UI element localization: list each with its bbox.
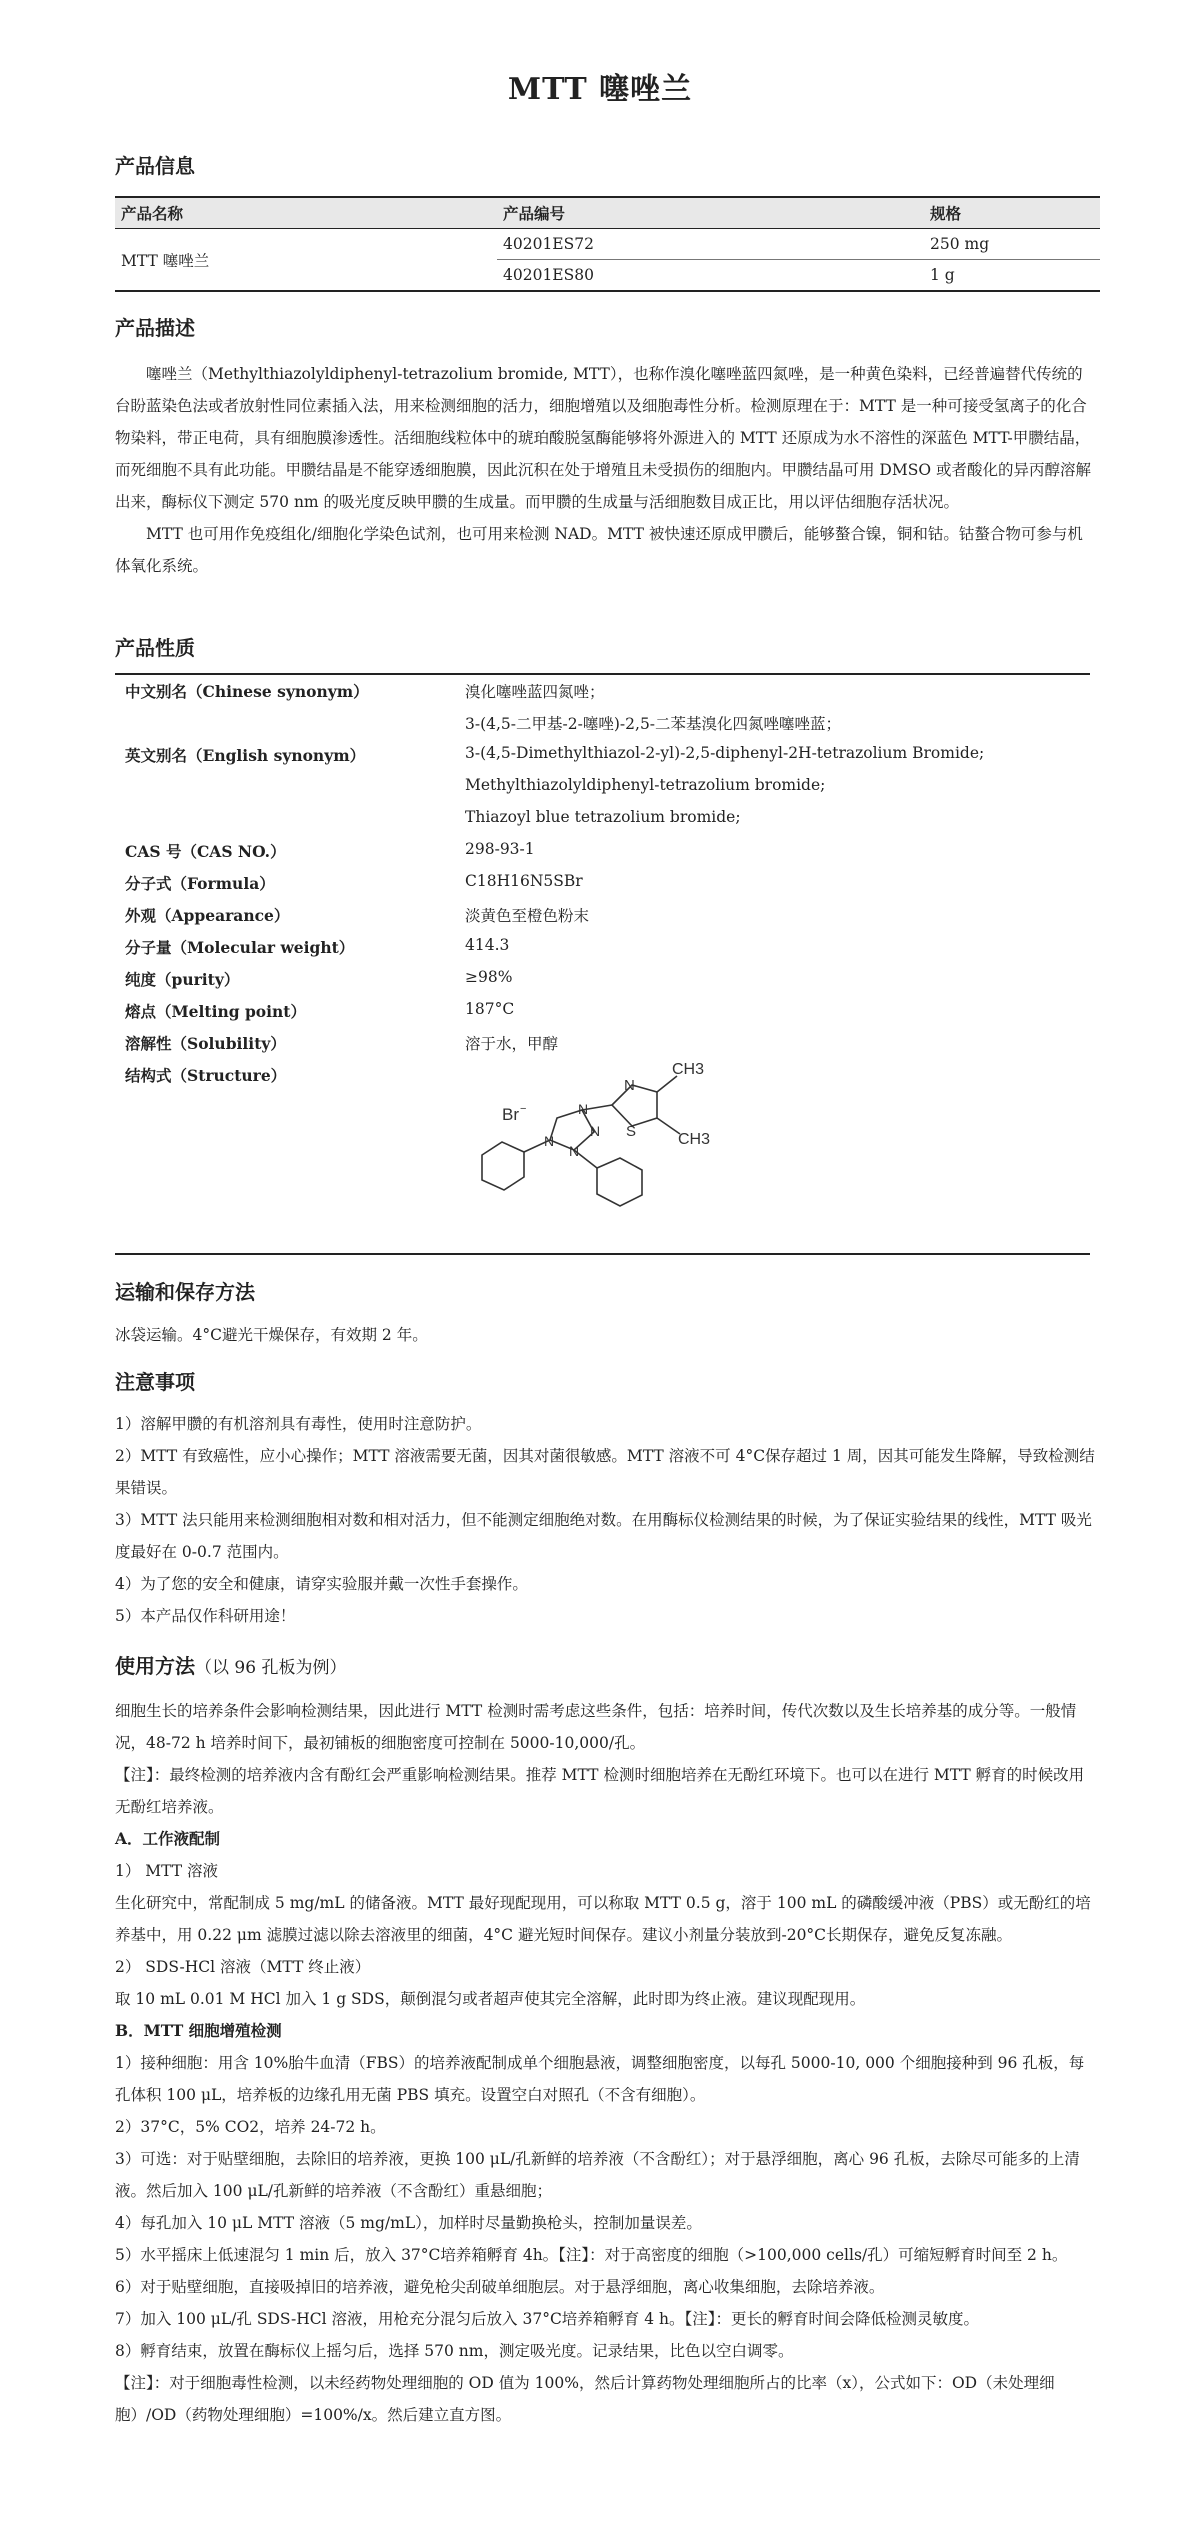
- table-row: [115, 229, 1100, 260]
- a2-text: 取 10 mL 0.01 M HCl 加入 1 g SDS，颠倒混匀或者超声使其完全溶解，此时即为终止液。建议现配现用。: [115, 1990, 866, 2008]
- product-name-cell: MTT 噻唑兰: [115, 229, 497, 292]
- property-value: Thiazoyl blue tetrazolium bromide;: [465, 808, 741, 826]
- notes-list: [115, 1408, 1095, 1632]
- section-b-title: B．MTT 细胞增殖检测: [115, 2021, 282, 2040]
- property-label: 中文别名（Chinese synonym）: [125, 682, 369, 701]
- thiazole-n-label: N: [624, 1077, 635, 1094]
- description-body: [115, 358, 1093, 582]
- property-label: 分子量（Molecular weight）: [125, 938, 355, 957]
- property-value: ≥98%: [465, 968, 513, 986]
- methyl-label-right: CH3: [678, 1131, 711, 1148]
- description-heading: 产品描述: [115, 316, 195, 340]
- product-spec-cell: 1 g: [924, 260, 1100, 292]
- property-label: 溶解性（Solubility）: [125, 1034, 286, 1053]
- list-item: 2）MTT 有致癌性，应小心操作；MTT 溶液需要无菌，因其对菌很敏感。MTT 溶液不可 4°C保存超过 1 周，因其可能发生降解，导致检测结果错误。: [115, 1447, 1095, 1497]
- properties-top-rule: [115, 673, 1090, 675]
- mtt-structure-diagram: [462, 1060, 732, 1245]
- property-label: 分子式（Formula）: [125, 874, 275, 893]
- property-label: 熔点（Melting point）: [125, 1002, 306, 1021]
- list-item: 1）溶解甲臜的有机溶剂具有毒性，使用时注意防护。: [115, 1415, 482, 1433]
- list-item: 4）每孔加入 10 μL MTT 溶液（5 mg/mL），加样时尽量勤换枪头，控制加量误差。: [115, 2214, 702, 2232]
- property-value: 淡黄色至橙色粉末: [465, 907, 590, 925]
- product-info-heading: 产品信息: [115, 154, 195, 178]
- a2-title: 2） SDS-HCl 溶液（MTT 终止液）: [115, 1958, 371, 1976]
- property-value: 414.3: [465, 936, 510, 954]
- property-value: 溶于水，甲醇: [465, 1035, 559, 1053]
- list-item: 6）对于贴壁细胞，直接吸掉旧的培养液，避免枪尖刮破单细胞层。对于悬浮细胞，离心收集细胞，去除培养液。: [115, 2278, 885, 2296]
- phenyl-ring-left: [482, 1142, 524, 1190]
- usage-heading: [115, 1650, 346, 1679]
- property-label: 外观（Appearance）: [125, 906, 290, 925]
- list-item: 5）水平摇床上低速混匀 1 min 后，放入 37°C培养箱孵育 4h。【注】：对于高密度的细胞（>100,000 cells/孔）可缩短孵育时间至 2 h。: [115, 2246, 1068, 2264]
- header-spec: 规格: [924, 197, 1100, 229]
- usage-note: 【注】：最终检测的培养液内含有酚红会严重影响检测结果。推荐 MTT 检测时细胞培养在无酚红环境下。也可以在进行 MTT 孵育的时候改用无酚红培养液。: [115, 1766, 1085, 1816]
- methyl-label-top: CH3: [672, 1061, 705, 1078]
- list-item: 1）接种细胞：用含 10%胎牛血清（FBS）的培养液配制成单个细胞悬液，调整细胞密度，以每孔 5000-10, 000 个细胞接种到 96 孔板，每孔体积 100 μL，培养板的边缘孔用无菌 PBS 填充。设置空白对照孔（不含有细胞）。: [115, 2054, 1085, 2104]
- property-label: CAS 号（CAS NO.）: [125, 842, 286, 861]
- tetrazole-n-label: N: [578, 1101, 589, 1117]
- usage-body: [115, 1695, 1095, 2431]
- list-item: 3）可选：对于贴壁细胞，去除旧的培养液，更换 100 μL/孔新鲜的培养液（不含酚红）；对于悬浮细胞，离心 96 孔板，去除尽可能多的上清液。然后加入 100 μL/孔新鲜的培养液（不含酚红）重悬细胞；: [115, 2150, 1080, 2200]
- list-item: 5）本产品仅作科研用途！: [115, 1607, 296, 1625]
- property-label: 纯度（purity）: [125, 970, 240, 989]
- document-title: MTT 噻唑兰: [507, 72, 693, 107]
- product-info-table: [115, 196, 1100, 292]
- product-spec-cell: 250 mg: [924, 229, 1100, 260]
- list-item: 2）37°C，5% CO2，培养 24-72 h。: [115, 2118, 386, 2136]
- storage-text: [115, 1319, 1095, 1351]
- table-header-row: [115, 197, 1100, 229]
- product-code-cell: 40201ES80: [497, 260, 924, 292]
- description-paragraph: 噻唑兰（Methylthiazolyldiphenyl-tetrazolium bromide, MTT），也称作溴化噻唑蓝四氮唑，是一种黄色染料，已经普遍替代传统的台盼蓝染色法或者放射性同位素插入法，用来检测细胞的活力，细胞增殖以及细胞毒性分析。检测原理在于：MTT 是一种可接受氢离子的化合物染料，带正电荷，具有细胞膜渗透性。活细胞线粒体中的琥珀酸脱氢酶能够将外源进入的 MTT 还原成为水不溶性的深蓝色 MTT-甲臜结晶，而死细胞不具有此功能。甲臜结晶是不能穿透细胞膜，因此沉积在处于增殖且未受损伤的细胞内。甲臜结晶可用 DMSO 或者酸化的异丙醇溶解出来，酶标仪下测定 570 nm 的吸光度反映甲臜的生成量。而甲臜的生成量与活细胞数目成正比，用以评估细胞存活状况。: [115, 365, 1091, 511]
- section-a-title: A．工作液配制: [115, 1829, 221, 1848]
- a1-text: 生化研究中，常配制成 5 mg/mL 的储备液。MTT 最好现配现用，可以称取 MTT 0.5 g，溶于 100 mL 的磷酸缓冲液（PBS）或无酚红的培养基中，用 0.22 μm 滤膜过滤以除去溶液里的细菌，4°C 避光短时间保存。建议小剂量分装放到-20°C长期保存，避免反复冻融。: [115, 1894, 1091, 1944]
- notes-heading: 注意事项: [115, 1370, 195, 1394]
- list-item: 4）为了您的安全和健康，请穿实验服并戴一次性手套操作。: [115, 1575, 528, 1593]
- list-item: 7）加入 100 μL/孔 SDS-HCl 溶液，用枪充分混匀后放入 37°C培养箱孵育 4 h。【注】：更长的孵育时间会降低检测灵敏度。: [115, 2310, 980, 2328]
- property-value: C18H16N5SBr: [465, 872, 583, 890]
- svg-text:−: −: [520, 1103, 527, 1115]
- list-item: 8）孵育结束，放置在酶标仪上摇匀后，选择 570 nm，测定吸光度。记录结果，比色以空白调零。: [115, 2342, 794, 2360]
- property-value: Methylthiazolyldiphenyl-tetrazolium bromide;: [465, 776, 826, 794]
- thiazole-s-label: S: [626, 1123, 637, 1140]
- description-paragraph: MTT 也可用作免疫组化/细胞化学染色试剂，也可用来检测 NAD。MTT 被快速还原成甲臜后，能够螯合镍，铜和钴。钴螯合物可参与机体氧化系统。: [115, 525, 1083, 575]
- property-value: 3-(4,5-二甲基-2-噻唑)-2,5-二苯基溴化四氮唑噻唑蓝；: [465, 715, 842, 733]
- property-value: 溴化噻唑蓝四氮唑；: [465, 683, 605, 701]
- tetrazole-n-label: N: [590, 1123, 601, 1139]
- properties-bottom-rule: [115, 1253, 1090, 1255]
- usage-intro: 细胞生长的培养条件会影响检测结果，因此进行 MTT 检测时需考虑这些条件，包括：培养时间，传代次数以及生长培养基的成分等。一般情况，48-72 h 培养时间下，最初铺板的细胞密度可控制在 5000-10,000/孔。: [115, 1702, 1077, 1752]
- storage-heading: 运输和保存方法: [115, 1280, 255, 1304]
- bromide-label: Br: [502, 1105, 519, 1124]
- tetrazole-n-label: N: [569, 1143, 580, 1159]
- properties-heading: 产品性质: [115, 636, 195, 660]
- property-value: 298-93-1: [465, 840, 535, 858]
- property-label: 英文别名（English synonym）: [125, 746, 366, 765]
- property-value: 187°C: [465, 1000, 515, 1018]
- property-value: 3-(4,5-Dimethylthiazol-2-yl)-2,5-diphenyl-2H-tetrazolium Bromide;: [465, 744, 985, 762]
- usage-heading-sub: （以 96 孔板为例）: [195, 1658, 347, 1678]
- header-product-code: 产品编号: [497, 197, 924, 229]
- phenyl-ring-right: [597, 1158, 642, 1206]
- a1-title: 1） MTT 溶液: [115, 1862, 219, 1880]
- header-product-name: 产品名称: [115, 197, 497, 229]
- product-code-cell: 40201ES72: [497, 229, 924, 260]
- tetrazole-n-label: N: [544, 1133, 555, 1149]
- list-item: 3）MTT 法只能用来检测细胞相对数和相对活力，但不能测定细胞绝对数。在用酶标仪检测结果的时候，为了保证实验结果的线性，MTT 吸光度最好在 0-0.7 范围内。: [115, 1511, 1092, 1561]
- usage-heading-main: 使用方法: [115, 1654, 195, 1678]
- list-item: 【注】：对于细胞毒性检测，以未经药物处理细胞的 OD 值为 100%，然后计算药物处理细胞所占的比率（x），公式如下：OD（未处理细胞）/OD（药物处理细胞）=100%/x。然后建立直方图。: [115, 2374, 1055, 2424]
- property-label: 结构式（Structure）: [125, 1066, 287, 1085]
- storage-line: 冰袋运输。4°C避光干燥保存，有效期 2 年。: [115, 1326, 428, 1344]
